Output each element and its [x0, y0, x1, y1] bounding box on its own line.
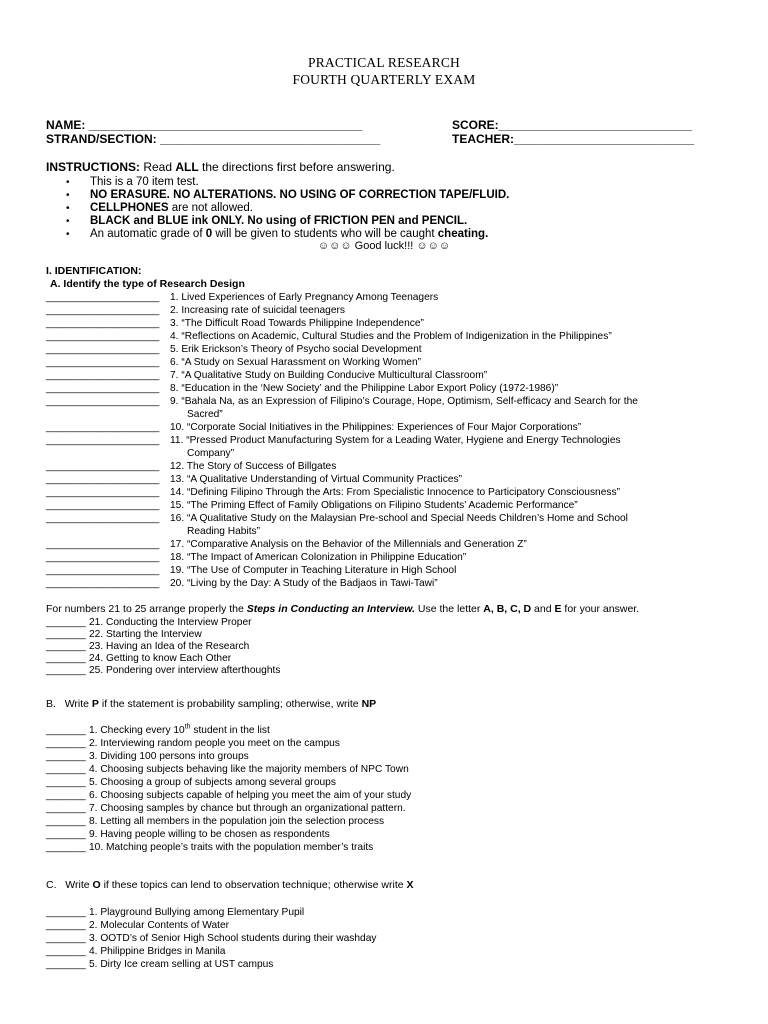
answer-blank[interactable]: ____________________ [46, 318, 160, 329]
answer-blank[interactable]: _______ [46, 738, 86, 749]
answer-blank[interactable]: ____________________ [46, 552, 160, 563]
answer-blank[interactable]: _______ [46, 653, 86, 664]
exam-subtitle: FOURTH QUARTERLY EXAM [292, 72, 476, 87]
answer-blank[interactable]: _______ [46, 641, 86, 652]
item-text: 17. “Comparative Analysis on the Behavior of the Millennials and Generation Z” [170, 539, 527, 550]
answer-blank[interactable]: ____________________ [46, 474, 160, 485]
item-text: 11. “Pressed Product Manufacturing System for a Leading Water, Hygiene and Energy Technologies [170, 435, 621, 446]
item-text: 7. “A Qualitative Study on Building Conducive Multicultural Classroom” [170, 370, 488, 381]
item-text: 3. Dividing 100 persons into groups [89, 751, 249, 762]
answer-blank[interactable]: ____________________ [46, 539, 160, 550]
steps-instructions: For numbers 21 to 25 arrange properly the Steps in Conducting an Interview. Use the letter A, B, C, D and E for your answer. [46, 603, 640, 615]
answer-blank[interactable]: _______ [46, 842, 86, 853]
score-field: SCORE:_____________________________ [452, 118, 693, 132]
item-text: 8. “Education in the ‘New Society’ and the Philippine Labor Export Policy (1972-1986)” [170, 383, 559, 394]
answer-blank[interactable]: _______ [46, 816, 86, 827]
item-text: 23. Having an Idea of the Research [89, 641, 250, 652]
item-text: 6. Choosing subjects capable of helping you meet the aim of your study [89, 790, 412, 801]
teacher-field: TEACHER:___________________________ [452, 132, 695, 146]
item-text: 10. “Corporate Social Initiatives in the Philippines: Experiences of Four Major Corporations” [170, 422, 582, 433]
bullet-text: NO ERASURE. NO ALTERATIONS. NO USING OF CORRECTION TAPE/FLUID. [90, 189, 510, 201]
item-text: 14. “Defining Filipino Through the Arts: From Specialistic Innocence to Participatory Consciousness” [170, 487, 620, 498]
item-text: 5. Erik Erickson’s Theory of Psycho social Development [170, 344, 422, 355]
bullet-text: BLACK and BLUE ink ONLY. No using of FRICTION PEN and PENCIL. [90, 215, 468, 227]
good-luck-line: ☺☺☺ Good luck!!! ☺☺☺ [317, 240, 451, 252]
item-text: 4. Choosing subjects behaving like the majority members of NPC Town [89, 764, 409, 775]
item-text: 15. “The Priming Effect of Family Obligations on Filipino Students’ Academic Performance” [170, 500, 578, 511]
name-field: NAME: _________________________________________ [46, 118, 363, 132]
item-text-continuation: Sacred” [187, 409, 223, 420]
bullet-dot: • [66, 190, 70, 201]
bullet-dot: • [66, 216, 70, 227]
item-text: 7. Choosing samples by chance but through an organizational pattern. [89, 803, 406, 814]
item-text: 16. “A Qualitative Study on the Malaysian Pre-school and Special Needs Children’s Home and School [170, 513, 628, 524]
answer-blank[interactable]: ____________________ [46, 396, 160, 407]
answer-blank[interactable]: _______ [46, 907, 86, 918]
item-text: 9. Having people willing to be chosen as respondents [89, 829, 330, 840]
bullet-text: An automatic grade of 0 will be given to students who will be caught cheating. [90, 228, 489, 240]
bullet-text: CELLPHONES are not allowed. [90, 202, 253, 214]
item-text: 2. Molecular Contents of Water [89, 920, 230, 931]
item-text: 8. Letting all members in the population join the selection process [89, 816, 385, 827]
item-text: 4. “Reflections on Academic, Cultural Studies and the Problem of Indigenization in the Philippines” [170, 331, 612, 342]
answer-blank[interactable]: ____________________ [46, 422, 160, 433]
item-text-continuation: Company” [187, 448, 234, 459]
item-text: 1. Playground Bullying among Elementary Pupil [89, 907, 305, 918]
answer-blank[interactable]: ____________________ [46, 305, 160, 316]
answer-blank[interactable]: _______ [46, 764, 86, 775]
answer-blank[interactable]: _______ [46, 617, 86, 628]
item-text: 3. OOTD’s of Senior High School students during their washday [89, 933, 377, 944]
answer-blank[interactable]: ____________________ [46, 565, 160, 576]
answer-blank[interactable]: ____________________ [46, 370, 160, 381]
item-text: 13. “A Qualitative Understanding of Virtual Community Practices” [170, 474, 462, 485]
answer-blank[interactable]: _______ [46, 777, 86, 788]
answer-blank[interactable]: _______ [46, 790, 86, 801]
answer-blank[interactable]: _______ [46, 725, 86, 736]
item-text: 5. Choosing a group of subjects among several groups [89, 777, 336, 788]
answer-blank[interactable]: ____________________ [46, 487, 160, 498]
answer-blank[interactable]: ____________________ [46, 331, 160, 342]
strand-section-field: STRAND/SECTION: _________________________________ [46, 132, 381, 146]
item-text: 20. “Living by the Day: A Study of the Badjaos in Tawi-Tawi” [170, 578, 438, 589]
answer-blank[interactable]: _______ [46, 829, 86, 840]
item-text: 25. Pondering over interview afterthoughts [89, 665, 281, 676]
answer-blank[interactable]: _______ [46, 959, 86, 970]
answer-blank[interactable]: ____________________ [46, 435, 160, 446]
bullet-dot: • [66, 203, 70, 214]
item-text: 5. Dirty Ice cream selling at UST campus [89, 959, 274, 970]
exam-title: PRACTICAL RESEARCH [308, 55, 460, 70]
answer-blank[interactable]: ____________________ [46, 513, 160, 524]
item-text: 2. Increasing rate of suicidal teenagers [170, 305, 345, 316]
answer-blank[interactable]: ____________________ [46, 292, 160, 303]
bullet-text: This is a 70 item test. [90, 176, 199, 188]
instructions-label: INSTRUCTIONS: [46, 160, 140, 174]
item-text-continuation: Reading Habits” [187, 526, 261, 537]
answer-blank[interactable]: _______ [46, 665, 86, 676]
answer-blank[interactable]: ____________________ [46, 578, 160, 589]
section-c-instructions: C. Write O if these topics can lend to observation technique; otherwise write X [46, 879, 414, 891]
item-text: 19. “The Use of Computer in Teaching Literature in High School [170, 565, 457, 576]
answer-blank[interactable]: _______ [46, 751, 86, 762]
item-text: 2. Interviewing random people you meet on the campus [89, 738, 340, 749]
answer-blank[interactable]: _______ [46, 920, 86, 931]
item-text: 10. Matching people’s traits with the population member’s traits [89, 842, 374, 853]
instructions-line: INSTRUCTIONS: Read ALL the directions first before answering. [46, 160, 395, 174]
bullet-dot: • [66, 229, 70, 240]
item-text: 3. “The Difficult Road Towards Philippine Independence” [170, 318, 424, 329]
answer-blank[interactable]: ____________________ [46, 500, 160, 511]
item-text: 9. “Bahala Na, as an Expression of Filipino’s Courage, Hope, Optimism, Self-efficacy and Search for the [170, 396, 638, 407]
answer-blank[interactable]: _______ [46, 803, 86, 814]
answer-blank[interactable]: ____________________ [46, 344, 160, 355]
section-identification-heading: I. IDENTIFICATION: [46, 265, 142, 277]
item-text: 1. Checking every 10th student in the list [89, 723, 270, 736]
item-text: 6. “A Study on Sexual Harassment on Working Women” [170, 357, 422, 368]
item-text: 1. Lived Experiences of Early Pregnancy Among Teenagers [170, 292, 439, 303]
item-text: 21. Conducting the Interview Proper [89, 617, 252, 628]
answer-blank[interactable]: ____________________ [46, 383, 160, 394]
item-text: 12. The Story of Success of Billgates [170, 461, 337, 472]
answer-blank[interactable]: _______ [46, 629, 86, 640]
item-text: 22. Starting the Interview [89, 629, 202, 640]
item-text: 24. Getting to know Each Other [89, 653, 232, 664]
item-text: 4. Philippine Bridges in Manila [89, 946, 226, 957]
answer-blank[interactable]: _______ [46, 933, 86, 944]
answer-blank[interactable]: ____________________ [46, 357, 160, 368]
answer-blank[interactable]: ____________________ [46, 461, 160, 472]
item-text: 18. “The Impact of American Colonization in Philippine Education” [170, 552, 467, 563]
answer-blank[interactable]: _______ [46, 946, 86, 957]
bullet-dot: • [66, 177, 70, 188]
section-b-instructions: B. Write P if the statement is probability sampling; otherwise, write NP [46, 698, 377, 710]
section-a-heading: A. Identify the type of Research Design [50, 278, 245, 290]
